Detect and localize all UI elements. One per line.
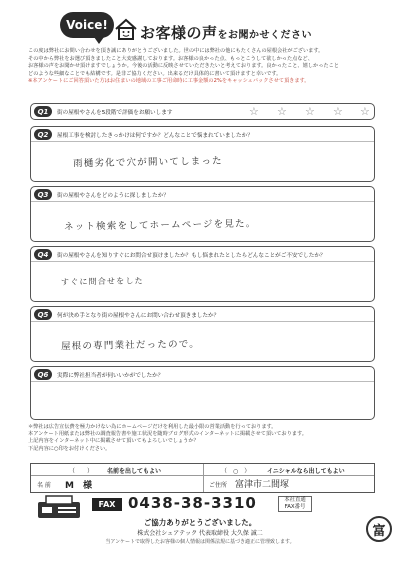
- title-small: をお聞かせください: [217, 30, 313, 41]
- consent-mark-name[interactable]: （ ）: [69, 468, 94, 475]
- star-icon[interactable]: ☆: [360, 105, 370, 118]
- note-line: ＊弊社は広告宣伝費を極力かけない為にホームページだけを利用した最小限の営業活動を行っております。: [28, 424, 277, 430]
- note-line: 下記内容に○印をお付けください。: [28, 445, 111, 452]
- note-line: 本アンケート用紙または弊社の調査報告書や施工状況を随時ブログ形式のインターネットに掲載させて頂いております。: [28, 431, 307, 438]
- question-bar: [31, 367, 374, 382]
- question-box-q4: [30, 246, 375, 302]
- answer-text[interactable]: ネット検索をしてホームページを見た。: [63, 218, 257, 233]
- voice-badge: Voice!: [60, 12, 114, 38]
- fax-number: 0438-38-3310: [128, 494, 257, 512]
- question-box-q3: [30, 186, 375, 242]
- intro-line: この度は弊社にお問い合わせを頂き誠にありがとうございました。世の中には弊社の他にもたくさんの屋根会社がございます。: [28, 48, 324, 54]
- fax-side-note: [278, 496, 312, 512]
- answer-text[interactable]: 屋根の専門業社だったので。: [60, 338, 201, 353]
- cashback-note: ※本アンケートにご回答頂いた方はお住まいの地域の工事ご用命時に工事金額の2%をキャッシュバックさせて頂きます。: [28, 78, 310, 85]
- star-icon[interactable]: ☆: [277, 105, 287, 118]
- question-bar: [31, 187, 374, 202]
- page-title: [140, 22, 312, 43]
- address-value[interactable]: 富津市二間塚: [235, 480, 290, 490]
- question-number: Q4: [34, 249, 52, 260]
- question-bar: [31, 307, 374, 322]
- divider: [203, 464, 204, 492]
- notes: [28, 424, 378, 453]
- question-number: Q3: [34, 189, 52, 200]
- company-text: 株式会社シェアテック 代表取締役 大久保 誠二: [137, 530, 263, 537]
- privacy-note: 当アンケートで取得したお客様の個人情報は関係法規に基づき適正に管理致します。: [105, 539, 295, 545]
- question-number: Q2: [34, 129, 52, 140]
- question-bar: [31, 127, 374, 142]
- question-text: 何が決め手となり街の屋根やさんにお問い合わせ頂きましたか？: [57, 313, 220, 319]
- fax-side-bottom: FAX番号: [284, 504, 306, 510]
- star-icon[interactable]: ☆: [249, 105, 259, 118]
- name-value[interactable]: M 様: [65, 481, 92, 491]
- question-box-q6: [30, 366, 375, 420]
- question-bar: [31, 104, 374, 119]
- star-icon[interactable]: ☆: [333, 105, 343, 118]
- question-number: Q6: [34, 369, 52, 380]
- question-number: Q5: [34, 309, 52, 320]
- address-label: ご住所: [209, 482, 228, 489]
- question-box-q1: [30, 103, 375, 120]
- house-face-icon: [114, 18, 138, 40]
- consent-option-initial: イニシャルなら出してもよい: [267, 468, 345, 475]
- question-number: Q1: [34, 106, 52, 117]
- title-main: お客様の声: [140, 24, 218, 42]
- answer-text[interactable]: すぐに問合せをした: [60, 276, 144, 287]
- name-label: 名 前: [37, 482, 51, 489]
- question-bar: [31, 247, 374, 262]
- question-text: 街の屋根やさんをどのように探しましたか？: [57, 193, 169, 199]
- consent-mark-initial[interactable]: （ ○ ）: [221, 468, 251, 475]
- fax-side-top: 本社直通: [284, 497, 306, 503]
- consent-option-name: 名前を出してもよい: [107, 468, 162, 475]
- question-text: 実際に弊社担当者が伺いいかがでしたか？: [57, 373, 164, 379]
- note-line: 上記内容をインターネット中に掲載させて頂いてもよろしいでしょうか？: [28, 438, 199, 445]
- question-text: 街の屋根やさんを知りすぐにお問合せ頂けましたか？もし悩まれたとしたらどんなことがご不安でしたか？: [57, 253, 326, 259]
- question-text: 屋根工事を検討したきっかけは何ですか？どんなことで悩まれていましたか？: [57, 133, 253, 139]
- answer-text[interactable]: 雨樋劣化で穴が開いてしまった: [72, 155, 223, 170]
- name-consent-table: [30, 463, 375, 493]
- intro-line: どのような些細なことでも結構です。是非ご協力ください。出来るだけ具体的に書いて頂けますと幸いです。: [28, 70, 282, 77]
- question-text: 街の屋根やさんを5段階で評価をお願いします: [57, 110, 173, 116]
- thanks-text: ご協力ありがとうございました。: [143, 518, 257, 527]
- question-box-q5: [30, 306, 375, 362]
- intro-line: お客様の声をお聞かせ頂けますでしょうか。今後の活動に反映させていただきたいと考えております。良かったこと、嬉しかったこと: [28, 63, 339, 70]
- question-box-q2: [30, 126, 375, 182]
- star-icon[interactable]: ☆: [305, 105, 315, 118]
- intro-line: その中から弊社をお選び頂きましたこと大変感謝しております。お客様の良かった点、もっとこうして欲しかった点など、: [28, 55, 313, 62]
- header: [0, 0, 400, 50]
- fax-label: FAX: [92, 498, 122, 511]
- company-seal-icon: 富: [366, 516, 392, 542]
- intro-text: [28, 48, 378, 86]
